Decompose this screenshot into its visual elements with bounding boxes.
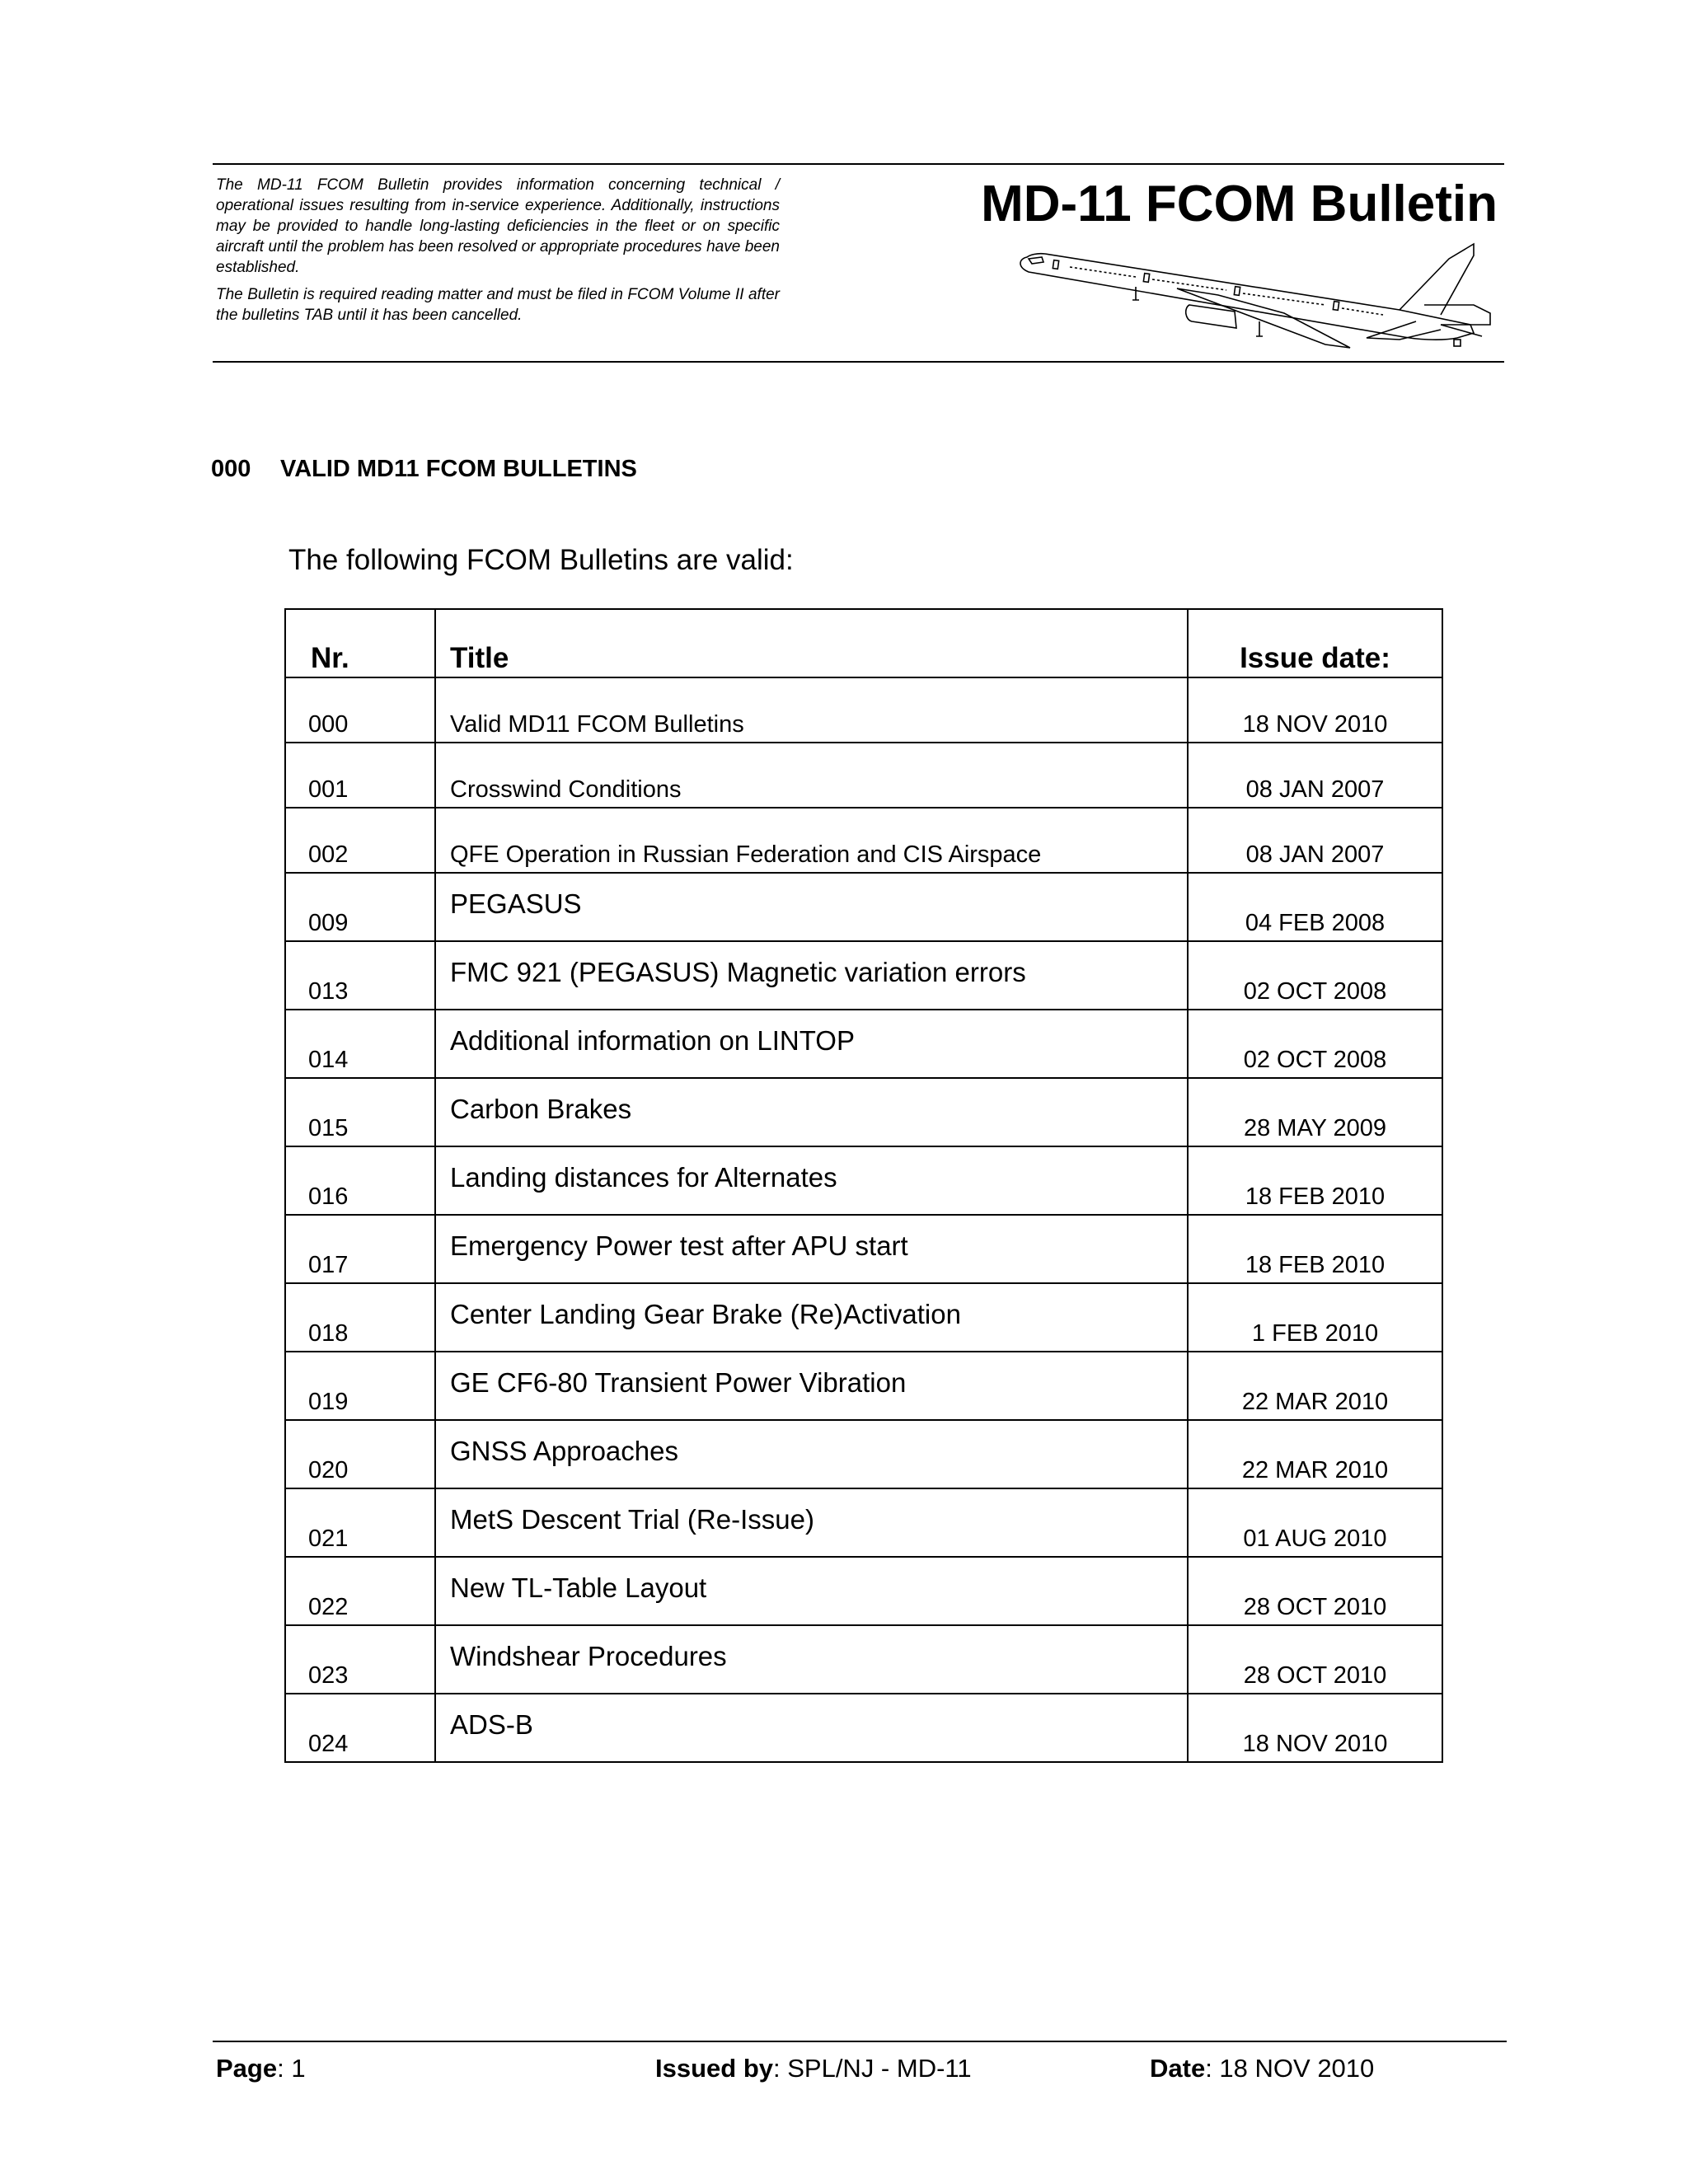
- table-row: [285, 941, 1442, 1010]
- column-header-title: Title: [435, 609, 1188, 677]
- bulletin-issue-date: 28 OCT 2010: [1188, 1557, 1442, 1625]
- bulletin-number: 014: [285, 1010, 435, 1078]
- bulletin-issue-date: 08 JAN 2007: [1188, 808, 1442, 873]
- bulletin-title-cell: FMC 921 (PEGASUS) Magnetic variation errors: [435, 941, 1188, 1010]
- table-row: [285, 1146, 1442, 1215]
- bulletin-number: 000: [285, 677, 435, 743]
- bulletin-title-cell: New TL-Table Layout: [435, 1557, 1188, 1625]
- bulletin-title-cell: ADS-B: [435, 1694, 1188, 1762]
- bulletin-title-cell: GE CF6-80 Transient Power Vibration: [435, 1352, 1188, 1420]
- bulletin-number: 018: [285, 1283, 435, 1352]
- bulletin-title-cell: MetS Descent Trial (Re-Issue): [435, 1488, 1188, 1557]
- footer-page-label: Page: [216, 2054, 278, 2083]
- footer-issued-value: : SPL/NJ - MD-11: [773, 2054, 972, 2083]
- footer-issued-by: [655, 2054, 972, 2083]
- bulletin-title-cell: GNSS Approaches: [435, 1420, 1188, 1488]
- table-row: [285, 1557, 1442, 1625]
- table-header-row: [285, 609, 1442, 677]
- bulletin-number: 024: [285, 1694, 435, 1762]
- bulletin-issue-date: 02 OCT 2008: [1188, 1010, 1442, 1078]
- column-header-nr: Nr.: [285, 609, 435, 677]
- bulletin-issue-date: 18 FEB 2010: [1188, 1146, 1442, 1215]
- table-row: [285, 873, 1442, 941]
- bulletin-number: 013: [285, 941, 435, 1010]
- header-description-paragraph-2: The Bulletin is required reading matter and must be filed in FCOM Volume II after the bulletins TAB until it has been cancelled.: [216, 286, 780, 324]
- bulletin-title-cell: Valid MD11 FCOM Bulletins: [435, 677, 1188, 743]
- bulletin-title-cell: Crosswind Conditions: [435, 743, 1188, 808]
- bulletin-title-cell: Windshear Procedures: [435, 1625, 1188, 1694]
- bulletin-number: 020: [285, 1420, 435, 1488]
- bulletin-issue-date: 1 FEB 2010: [1188, 1283, 1442, 1352]
- bulletin-issue-date: 18 NOV 2010: [1188, 677, 1442, 743]
- footer-page: [216, 2054, 306, 2083]
- table-row: [285, 1625, 1442, 1694]
- table-row: [285, 743, 1442, 808]
- footer-page-value: : 1: [277, 2054, 306, 2083]
- bulletin-issue-date: 22 MAR 2010: [1188, 1352, 1442, 1420]
- bulletin-number: 017: [285, 1215, 435, 1283]
- table-row: [285, 1488, 1442, 1557]
- section-number: 000: [211, 456, 251, 482]
- column-header-issue-date: Issue date:: [1188, 609, 1442, 677]
- section-title: VALID MD11 FCOM BULLETINS: [280, 456, 637, 482]
- table-row: [285, 1078, 1442, 1146]
- bulletin-header: [213, 163, 1504, 363]
- header-description-paragraph-1: The MD-11 FCOM Bulletin provides information concerning technical / operational issues resulting from in-service experience. Additionally, instructions may be provided to handle long-lasting deficiencies in the fleet or on specific aircraft until the problem has been resolved or appropriate procedures have been established.: [216, 176, 780, 276]
- bulletin-issue-date: 02 OCT 2008: [1188, 941, 1442, 1010]
- bulletin-number: 023: [285, 1625, 435, 1694]
- page-footer: [213, 2041, 1507, 2092]
- bulletin-title-cell: Landing distances for Alternates: [435, 1146, 1188, 1215]
- bulletin-issue-date: 08 JAN 2007: [1188, 743, 1442, 808]
- bulletin-title-cell: Emergency Power test after APU start: [435, 1215, 1188, 1283]
- table-row: [285, 1352, 1442, 1420]
- bulletin-issue-date: 04 FEB 2008: [1188, 873, 1442, 941]
- table-row: [285, 1010, 1442, 1078]
- footer-issued-label: Issued by: [655, 2054, 773, 2083]
- bulletin-number: 002: [285, 808, 435, 873]
- bulletin-issue-date: 28 MAY 2009: [1188, 1078, 1442, 1146]
- bulletin-title: MD-11 FCOM Bulletin: [981, 176, 1498, 232]
- bulletin-title-cell: QFE Operation in Russian Federation and CIS Airspace: [435, 808, 1188, 873]
- bulletin-title-cell: PEGASUS: [435, 873, 1188, 941]
- table-row: [285, 1694, 1442, 1762]
- bulletin-number: 001: [285, 743, 435, 808]
- md11-aircraft-icon: [1012, 239, 1507, 354]
- bulletin-number: 015: [285, 1078, 435, 1146]
- bulletin-number: 016: [285, 1146, 435, 1215]
- table-row: [285, 1283, 1442, 1352]
- bulletin-issue-date: 18 NOV 2010: [1188, 1694, 1442, 1762]
- footer-date-label: Date: [1150, 2054, 1206, 2083]
- bulletin-number: 021: [285, 1488, 435, 1557]
- table-row: [285, 808, 1442, 873]
- bulletin-number: 009: [285, 873, 435, 941]
- bulletin-number: 019: [285, 1352, 435, 1420]
- bulletin-title-cell: Carbon Brakes: [435, 1078, 1188, 1146]
- bulletin-title-cell: Center Landing Gear Brake (Re)Activation: [435, 1283, 1188, 1352]
- footer-date-value: : 18 NOV 2010: [1205, 2054, 1375, 2083]
- intro-text: The following FCOM Bulletins are valid:: [288, 544, 794, 576]
- bulletins-table: [284, 608, 1443, 1763]
- bulletin-issue-date: 22 MAR 2010: [1188, 1420, 1442, 1488]
- table-row: [285, 677, 1442, 743]
- bulletin-issue-date: 28 OCT 2010: [1188, 1625, 1442, 1694]
- footer-date: [1150, 2054, 1374, 2083]
- bulletin-issue-date: 18 FEB 2010: [1188, 1215, 1442, 1283]
- table-row: [285, 1215, 1442, 1283]
- bulletin-issue-date: 01 AUG 2010: [1188, 1488, 1442, 1557]
- table-row: [285, 1420, 1442, 1488]
- section-heading: [211, 456, 637, 483]
- bulletin-title-cell: Additional information on LINTOP: [435, 1010, 1188, 1078]
- header-description: [216, 175, 780, 326]
- bulletin-number: 022: [285, 1557, 435, 1625]
